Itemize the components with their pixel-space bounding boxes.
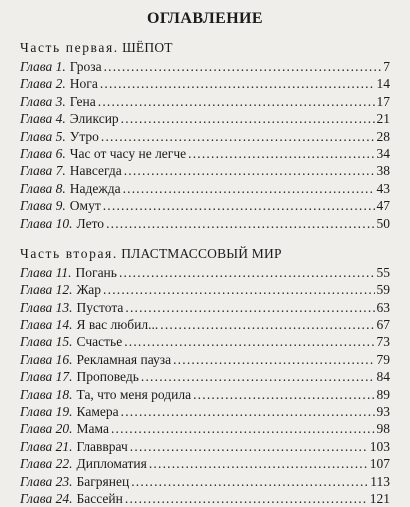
chapter-title: Навсегда <box>69 163 122 179</box>
chapter-number: Глава 7. <box>20 163 66 179</box>
toc-entry <box>20 58 390 75</box>
dot-leader <box>125 299 374 316</box>
dot-leader <box>103 281 374 298</box>
chapter-number: Глава 14. <box>20 317 73 333</box>
chapter-number: Глава 8. <box>20 180 66 196</box>
chapter-number: Глава 10. <box>20 215 73 231</box>
dot-leader <box>121 403 375 420</box>
chapter-title: Камера <box>76 404 119 420</box>
page-number: 79 <box>376 351 390 367</box>
chapter-title: Лето <box>76 215 105 231</box>
chapter-number: Глава 21. <box>20 438 73 454</box>
toc-entry <box>20 215 390 232</box>
part-divider-space <box>20 232 390 246</box>
chapter-title: Пустота <box>76 299 124 315</box>
chapter-title: Я вас любил... <box>76 317 159 333</box>
chapter-number: Глава 22. <box>20 456 73 472</box>
dot-leader <box>160 316 374 333</box>
toc-entry <box>20 316 390 333</box>
page-title: ОГЛАВЛЕНИЕ <box>147 10 263 27</box>
part-label: Часть вторая. <box>20 245 118 261</box>
toc-entry <box>20 180 390 197</box>
part-one <box>20 40 390 232</box>
chapter-title: Нога <box>69 76 98 92</box>
chapter-number: Глава 20. <box>20 421 73 437</box>
chapter-number: Глава 17. <box>20 369 73 385</box>
chapter-number: Глава 16. <box>20 351 73 367</box>
page-number: 73 <box>376 334 390 350</box>
page-number: 67 <box>376 317 390 333</box>
page-number: 38 <box>376 163 390 179</box>
dot-leader <box>125 490 368 507</box>
toc-entry <box>20 438 390 455</box>
chapter-number: Глава 13. <box>20 299 73 315</box>
chapter-number: Глава 11. <box>20 264 72 280</box>
toc-entry <box>20 75 390 92</box>
page-number: 59 <box>376 282 390 298</box>
chapter-number: Глава 9. <box>20 198 66 214</box>
dot-leader <box>101 128 375 145</box>
chapter-title: Счастье <box>76 334 123 350</box>
part-heading <box>20 246 390 262</box>
dot-leader <box>100 75 375 92</box>
dot-leader <box>141 368 375 385</box>
toc-entry <box>20 473 390 490</box>
chapter-title: Гроза <box>69 59 102 74</box>
part-title: ШЁПОТ <box>122 40 173 55</box>
page-number: 14 <box>376 76 390 92</box>
page-number: 84 <box>376 369 390 385</box>
chapter-title: Утро <box>69 128 99 144</box>
toc-entry <box>20 197 390 214</box>
chapter-title: Бассейн <box>76 490 123 506</box>
page-number: 98 <box>376 421 390 437</box>
chapter-number: Глава 18. <box>20 386 73 402</box>
page-number: 63 <box>376 299 390 315</box>
page-number: 103 <box>369 438 390 454</box>
chapter-number: Глава 6. <box>20 145 66 161</box>
chapter-title: Жар <box>76 282 102 298</box>
toc-entry <box>20 110 390 127</box>
part-heading <box>20 40 390 56</box>
dot-leader <box>173 351 374 368</box>
toc-entry <box>20 264 390 281</box>
chapter-title: Эликсир <box>69 111 119 127</box>
dot-leader <box>188 145 374 162</box>
toc-entry <box>20 93 390 110</box>
dot-leader <box>106 215 374 232</box>
page-number: 113 <box>370 473 390 489</box>
chapter-number: Глава 5. <box>20 128 66 144</box>
toc-entry <box>20 420 390 437</box>
dot-leader <box>98 93 375 110</box>
page-number: 34 <box>376 145 390 161</box>
chapter-number: Глава 4. <box>20 111 66 127</box>
dot-leader <box>149 455 368 472</box>
dot-leader <box>111 420 375 437</box>
dot-leader <box>104 58 382 75</box>
toc-entry <box>20 490 390 507</box>
dot-leader <box>124 162 375 179</box>
part-label: Часть первая. <box>20 40 119 55</box>
dot-leader <box>119 264 375 281</box>
chapter-number: Глава 2. <box>20 76 66 92</box>
toc-entry <box>20 351 390 368</box>
page-number: 50 <box>376 215 390 231</box>
page-number: 55 <box>376 264 390 280</box>
chapter-number: Глава 12. <box>20 282 73 298</box>
dot-leader <box>123 180 375 197</box>
chapter-title: Дипломатия <box>76 456 147 472</box>
dot-leader <box>130 438 368 455</box>
chapter-number: Глава 19. <box>20 404 73 420</box>
dot-leader <box>131 473 368 490</box>
toc-entry <box>20 333 390 350</box>
chapter-title: Рекламная пауза <box>76 351 172 367</box>
chapter-list <box>20 58 390 232</box>
chapter-title: Проповедь <box>76 369 139 385</box>
page-number: 7 <box>383 59 390 74</box>
toc-entry <box>20 403 390 420</box>
dot-leader <box>103 197 375 214</box>
chapter-number: Глава 1. <box>20 59 66 74</box>
page-number: 21 <box>376 111 390 127</box>
page-number: 89 <box>376 386 390 402</box>
toc-entry <box>20 145 390 162</box>
toc-entry <box>20 386 390 403</box>
chapter-title: Та, что меня родила <box>76 386 192 402</box>
chapter-title: Багрянец <box>76 473 130 489</box>
toc-entry <box>20 162 390 179</box>
page-number: 121 <box>369 490 390 506</box>
page-number: 107 <box>369 456 390 472</box>
dot-leader <box>193 386 374 403</box>
chapter-number: Глава 24. <box>20 490 73 506</box>
chapter-number: Глава 15. <box>20 334 73 350</box>
chapter-title: Мама <box>76 421 109 437</box>
chapter-title: Погань <box>75 264 117 280</box>
toc-entry <box>20 128 390 145</box>
part-title: ПЛАСТМАССОВЫЙ МИР <box>121 245 282 261</box>
toc-entry <box>20 455 390 472</box>
chapter-title: Час от часу не легче <box>69 145 187 161</box>
dot-leader <box>124 333 374 350</box>
chapter-title: Надежда <box>69 180 121 196</box>
chapter-title: Главврач <box>76 438 128 454</box>
toc-entry <box>20 368 390 385</box>
page-number: 93 <box>376 404 390 420</box>
dot-leader <box>121 110 375 127</box>
page-number: 47 <box>376 198 390 214</box>
chapter-number: Глава 3. <box>20 93 66 109</box>
part-two <box>20 246 390 507</box>
chapter-title: Омут <box>69 198 101 214</box>
toc-entry <box>20 281 390 298</box>
page-number: 43 <box>376 180 390 196</box>
chapter-number: Глава 23. <box>20 473 73 489</box>
chapter-list <box>20 264 390 507</box>
toc-entry <box>20 299 390 316</box>
chapter-title: Гена <box>69 93 96 109</box>
page-number: 17 <box>376 93 390 109</box>
page-number: 28 <box>376 128 390 144</box>
